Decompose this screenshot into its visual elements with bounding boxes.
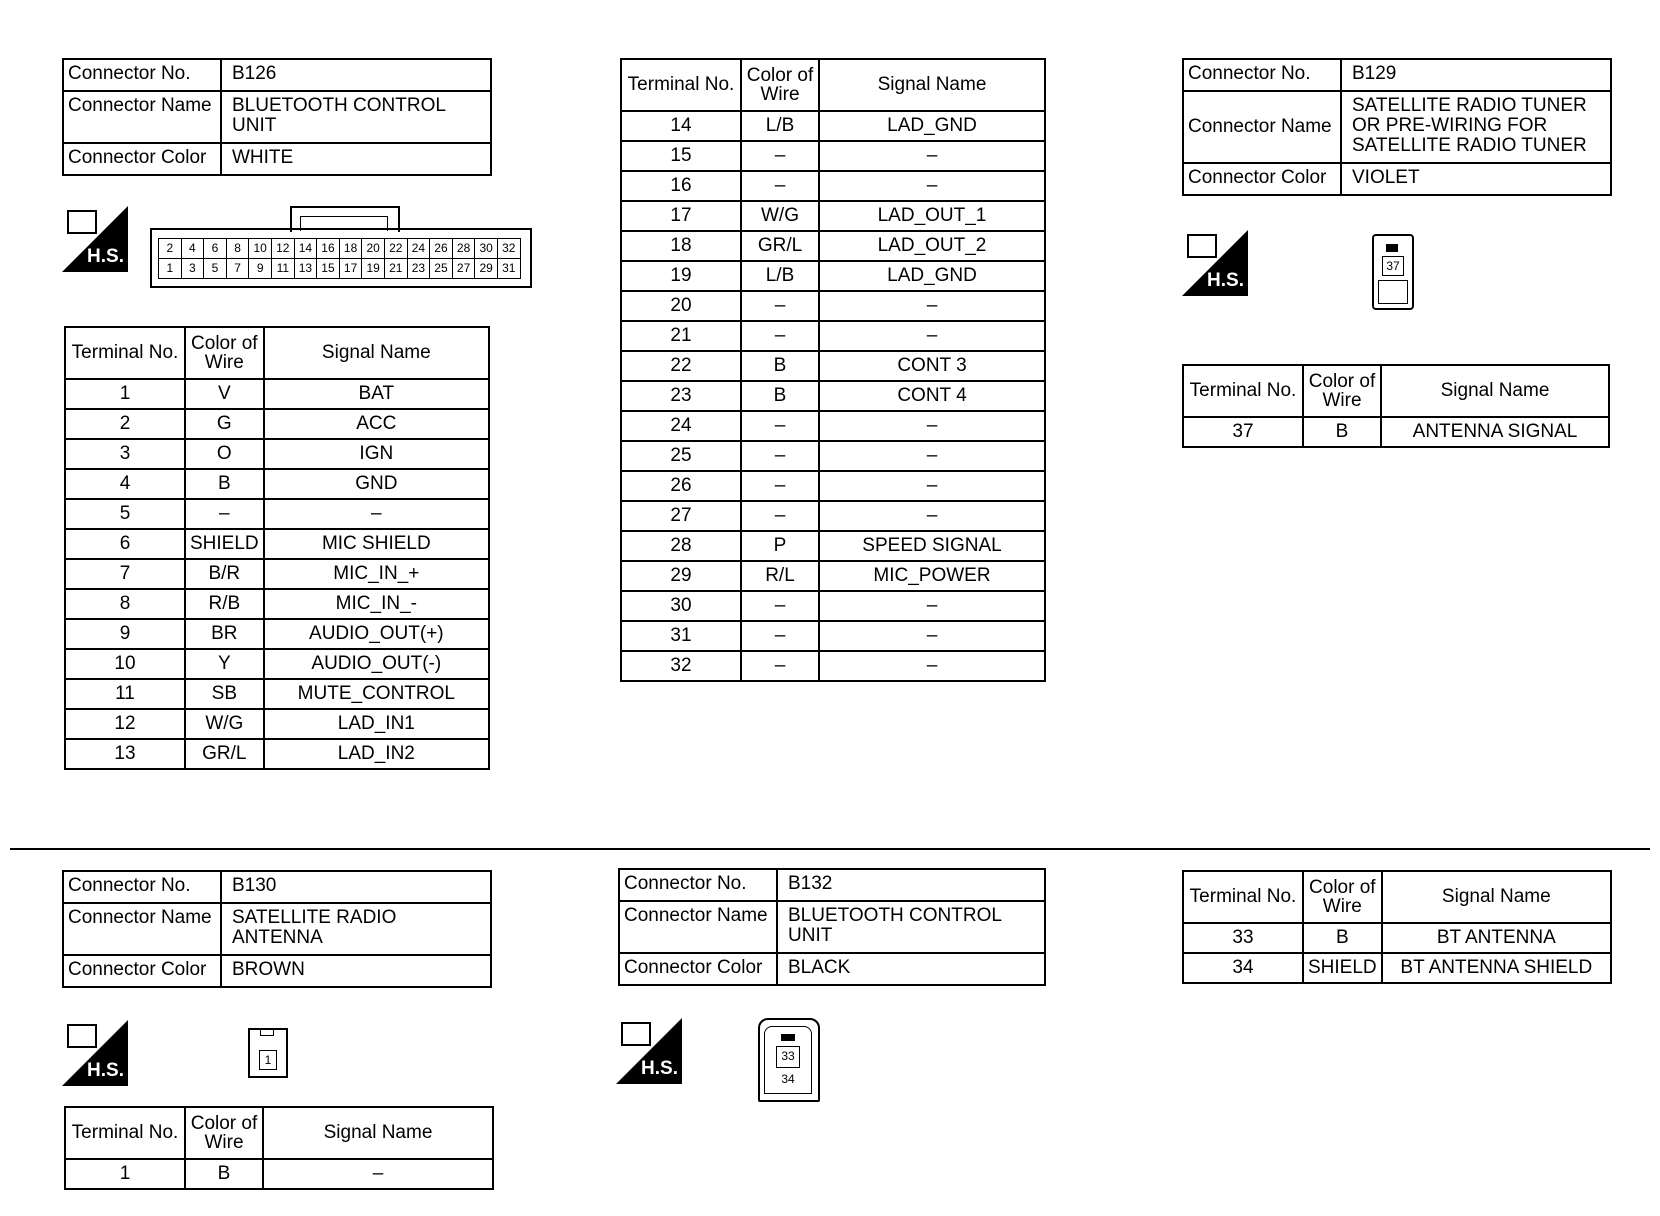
b126-terminal-table-2 xyxy=(620,58,1046,682)
table-row xyxy=(65,559,489,589)
wire-color-cell: B xyxy=(185,469,264,499)
connector-color-value: BLACK xyxy=(777,953,1045,985)
table-row xyxy=(621,171,1045,201)
b129-info-table xyxy=(1182,58,1612,196)
pin-17: 17 xyxy=(339,258,363,279)
terminal-cell: 3 xyxy=(65,439,185,469)
wire-color-cell: W/G xyxy=(185,709,264,739)
terminal-cell: 20 xyxy=(621,291,741,321)
terminal-cell: 32 xyxy=(621,651,741,681)
wire-color-cell: SB xyxy=(185,679,264,709)
color-of-wire-header: Color of Wire xyxy=(185,1107,263,1159)
table-row xyxy=(621,561,1045,591)
table-row xyxy=(621,141,1045,171)
table-row xyxy=(65,409,489,439)
terminal-cell: 29 xyxy=(621,561,741,591)
pin-4: 4 xyxy=(181,238,205,259)
pin-31: 31 xyxy=(497,258,521,279)
connector-no-value: B130 xyxy=(221,871,491,903)
signal-cell: AUDIO_OUT(+) xyxy=(264,619,489,649)
wire-color-cell: – xyxy=(741,291,819,321)
signal-cell: MUTE_CONTROL xyxy=(264,679,489,709)
terminal-cell: 7 xyxy=(65,559,185,589)
wire-color-cell: BR xyxy=(185,619,264,649)
connector-icon xyxy=(1187,234,1217,258)
table-row xyxy=(65,439,489,469)
table-row xyxy=(65,709,489,739)
table-row xyxy=(621,471,1045,501)
wire-color-cell: B xyxy=(1303,417,1381,447)
terminal-cell: 16 xyxy=(621,171,741,201)
terminal-cell: 2 xyxy=(65,409,185,439)
signal-cell: BT ANTENNA xyxy=(1382,923,1611,953)
signal-cell: MIC SHIELD xyxy=(264,529,489,559)
wire-color-cell: SHIELD xyxy=(1303,953,1382,983)
b129-connector-face xyxy=(1372,234,1414,310)
signal-cell: CONT 4 xyxy=(819,381,1045,411)
signal-cell: – xyxy=(819,441,1045,471)
signal-cell: – xyxy=(819,591,1045,621)
wire-color-cell: O xyxy=(185,439,264,469)
pin-7: 7 xyxy=(226,258,250,279)
table-row xyxy=(621,441,1045,471)
connector-name-value: SATELLITE RADIO TUNER OR PRE-WIRING FOR SATELLITE RADIO TUNER xyxy=(1341,91,1611,163)
terminal-cell: 30 xyxy=(621,591,741,621)
connector-color-value: BROWN xyxy=(221,955,491,987)
hs-label: H.S. xyxy=(87,246,124,267)
table-row xyxy=(621,381,1045,411)
table-row xyxy=(621,291,1045,321)
wire-color-cell: – xyxy=(741,501,819,531)
wire-color-cell: – xyxy=(741,141,819,171)
table-row xyxy=(1183,953,1611,983)
terminal-cell: 26 xyxy=(621,471,741,501)
pin-29: 29 xyxy=(474,258,498,279)
b129-terminal-table xyxy=(1182,364,1610,448)
pin-20: 20 xyxy=(361,238,385,259)
signal-cell: – xyxy=(819,321,1045,351)
table-row xyxy=(65,649,489,679)
connector-name-label: Connector Name xyxy=(1183,91,1341,163)
connector-color-value: VIOLET xyxy=(1341,163,1611,195)
table-row xyxy=(621,501,1045,531)
wire-color-cell: P xyxy=(741,531,819,561)
terminal-cell: 15 xyxy=(621,141,741,171)
signal-cell: – xyxy=(819,501,1045,531)
color-of-wire-header: Color of Wire xyxy=(185,327,264,379)
signal-cell: SPEED SIGNAL xyxy=(819,531,1045,561)
wire-color-cell: R/B xyxy=(185,589,264,619)
terminal-no-header: Terminal No. xyxy=(1183,871,1303,923)
harness-side-icon xyxy=(62,1020,128,1086)
table-row xyxy=(1183,923,1611,953)
signal-cell: IGN xyxy=(264,439,489,469)
signal-name-header: Signal Name xyxy=(263,1107,493,1159)
signal-name-header: Signal Name xyxy=(1381,365,1609,417)
harness-side-icon xyxy=(1182,230,1248,296)
signal-name-header: Signal Name xyxy=(264,327,489,379)
table-row xyxy=(621,321,1045,351)
pin-13: 13 xyxy=(294,258,318,279)
signal-name-header: Signal Name xyxy=(1382,871,1611,923)
signal-cell: LAD_OUT_2 xyxy=(819,231,1045,261)
signal-cell: – xyxy=(263,1159,493,1189)
table-row xyxy=(65,679,489,709)
pin-grid xyxy=(158,238,520,278)
connector-color-label: Connector Color xyxy=(1183,163,1341,195)
terminal-cell: 1 xyxy=(65,1159,185,1189)
b132-connector-face xyxy=(758,1018,820,1102)
pin-34: 34 xyxy=(781,1072,795,1086)
terminal-cell: 31 xyxy=(621,621,741,651)
wire-color-cell: W/G xyxy=(741,201,819,231)
signal-cell: LAD_IN2 xyxy=(264,739,489,769)
terminal-cell: 14 xyxy=(621,111,741,141)
section-divider xyxy=(10,848,1650,850)
terminal-no-header: Terminal No. xyxy=(1183,365,1303,417)
terminal-cell: 25 xyxy=(621,441,741,471)
signal-cell: LAD_OUT_1 xyxy=(819,201,1045,231)
signal-cell: ACC xyxy=(264,409,489,439)
signal-cell: MIC_IN_- xyxy=(264,589,489,619)
table-row xyxy=(65,1159,493,1189)
wire-color-cell: – xyxy=(741,411,819,441)
terminal-cell: 11 xyxy=(65,679,185,709)
b126-info-table xyxy=(62,58,492,176)
color-of-wire-header: Color of Wire xyxy=(741,59,819,111)
wire-color-cell: Y xyxy=(185,649,264,679)
terminal-cell: 34 xyxy=(1183,953,1303,983)
pin-32: 32 xyxy=(497,238,521,259)
b132-terminal-table xyxy=(1182,870,1612,984)
wire-color-cell: GR/L xyxy=(185,739,264,769)
terminal-cell: 4 xyxy=(65,469,185,499)
table-row xyxy=(621,231,1045,261)
table-row xyxy=(65,529,489,559)
b130-connector-face xyxy=(248,1028,288,1078)
pin-28: 28 xyxy=(452,238,476,259)
signal-cell: LAD_IN1 xyxy=(264,709,489,739)
signal-cell: BT ANTENNA SHIELD xyxy=(1382,953,1611,983)
pin-3: 3 xyxy=(181,258,205,279)
connector-color-label: Connector Color xyxy=(619,953,777,985)
b126-connector-face xyxy=(150,206,532,288)
signal-cell: – xyxy=(819,171,1045,201)
pin-15: 15 xyxy=(316,258,340,279)
wire-color-cell: B xyxy=(1303,923,1382,953)
connector-no-value: B132 xyxy=(777,869,1045,901)
pin-11: 11 xyxy=(271,258,295,279)
connector-no-label: Connector No. xyxy=(63,59,221,91)
signal-cell: MIC_POWER xyxy=(819,561,1045,591)
connector-color-label: Connector Color xyxy=(63,143,221,175)
table-row xyxy=(1183,417,1609,447)
signal-cell: – xyxy=(819,471,1045,501)
pin-8: 8 xyxy=(226,238,250,259)
table-row xyxy=(65,619,489,649)
connector-icon xyxy=(67,210,97,234)
signal-cell: GND xyxy=(264,469,489,499)
terminal-cell: 24 xyxy=(621,411,741,441)
terminal-cell: 37 xyxy=(1183,417,1303,447)
b132-info-table xyxy=(618,868,1046,986)
wire-color-cell: – xyxy=(741,321,819,351)
wire-color-cell: – xyxy=(741,621,819,651)
table-row xyxy=(621,591,1045,621)
wire-color-cell: B xyxy=(185,1159,263,1189)
table-row xyxy=(621,111,1045,141)
signal-cell: LAD_GND xyxy=(819,261,1045,291)
connector-name-value: BLUETOOTH CONTROL UNIT xyxy=(777,901,1045,953)
pin-24: 24 xyxy=(407,238,431,259)
wire-color-cell: GR/L xyxy=(741,231,819,261)
pin-37: 37 xyxy=(1382,256,1404,276)
terminal-cell: 23 xyxy=(621,381,741,411)
table-row xyxy=(65,499,489,529)
signal-name-header: Signal Name xyxy=(819,59,1045,111)
table-row xyxy=(621,261,1045,291)
b130-terminal-table xyxy=(64,1106,494,1190)
hs-label: H.S. xyxy=(1207,270,1244,291)
wire-color-cell: V xyxy=(185,379,264,409)
pin-6: 6 xyxy=(203,238,227,259)
wire-color-cell: SHIELD xyxy=(185,529,264,559)
wire-color-cell: G xyxy=(185,409,264,439)
connector-name-value: SATELLITE RADIO ANTENNA xyxy=(221,903,491,955)
terminal-cell: 13 xyxy=(65,739,185,769)
pin-18: 18 xyxy=(339,238,363,259)
pin-1: 1 xyxy=(158,258,182,279)
terminal-cell: 12 xyxy=(65,709,185,739)
connector-no-value: B129 xyxy=(1341,59,1611,91)
signal-cell: – xyxy=(819,651,1045,681)
terminal-cell: 27 xyxy=(621,501,741,531)
terminal-cell: 17 xyxy=(621,201,741,231)
pin-21: 21 xyxy=(384,258,408,279)
pin-1: 1 xyxy=(259,1050,277,1070)
connector-icon xyxy=(67,1024,97,1048)
table-row xyxy=(621,531,1045,561)
terminal-cell: 10 xyxy=(65,649,185,679)
table-row xyxy=(65,469,489,499)
connector-no-label: Connector No. xyxy=(619,869,777,901)
terminal-cell: 1 xyxy=(65,379,185,409)
b126-terminal-table xyxy=(64,326,490,770)
connector-icon xyxy=(621,1022,651,1046)
terminal-cell: 28 xyxy=(621,531,741,561)
signal-cell: – xyxy=(819,411,1045,441)
terminal-cell: 6 xyxy=(65,529,185,559)
pin-26: 26 xyxy=(429,238,453,259)
signal-cell: – xyxy=(819,621,1045,651)
pin-25: 25 xyxy=(429,258,453,279)
signal-cell: ANTENNA SIGNAL xyxy=(1381,417,1609,447)
signal-cell: BAT xyxy=(264,379,489,409)
harness-side-icon xyxy=(62,206,128,272)
hs-label: H.S. xyxy=(87,1060,124,1081)
connector-color-label: Connector Color xyxy=(63,955,221,987)
pin-19: 19 xyxy=(361,258,385,279)
pin-14: 14 xyxy=(294,238,318,259)
table-row xyxy=(621,651,1045,681)
terminal-cell: 18 xyxy=(621,231,741,261)
wire-color-cell: L/B xyxy=(741,261,819,291)
pin-16: 16 xyxy=(316,238,340,259)
color-of-wire-header: Color of Wire xyxy=(1303,871,1382,923)
table-row xyxy=(65,739,489,769)
connector-name-label: Connector Name xyxy=(63,91,221,143)
table-row xyxy=(621,351,1045,381)
pin-33: 33 xyxy=(776,1046,800,1068)
terminal-no-header: Terminal No. xyxy=(65,1107,185,1159)
table-row xyxy=(621,201,1045,231)
table-row xyxy=(65,589,489,619)
wire-color-cell: – xyxy=(741,471,819,501)
signal-cell: – xyxy=(264,499,489,529)
wire-color-cell: – xyxy=(741,651,819,681)
terminal-cell: 22 xyxy=(621,351,741,381)
signal-cell: – xyxy=(819,291,1045,321)
pin-2: 2 xyxy=(158,238,182,259)
connector-no-label: Connector No. xyxy=(63,871,221,903)
terminal-no-header: Terminal No. xyxy=(65,327,185,379)
terminal-cell: 9 xyxy=(65,619,185,649)
signal-cell: CONT 3 xyxy=(819,351,1045,381)
pin-12: 12 xyxy=(271,238,295,259)
wire-color-cell: R/L xyxy=(741,561,819,591)
connector-color-value: WHITE xyxy=(221,143,491,175)
pin-22: 22 xyxy=(384,238,408,259)
b130-info-table xyxy=(62,870,492,988)
wire-color-cell: – xyxy=(185,499,264,529)
wire-color-cell: B xyxy=(741,381,819,411)
wire-color-cell: B/R xyxy=(185,559,264,589)
table-row xyxy=(65,379,489,409)
terminal-cell: 19 xyxy=(621,261,741,291)
pin-30: 30 xyxy=(474,238,498,259)
wire-color-cell: – xyxy=(741,591,819,621)
pin-10: 10 xyxy=(248,238,272,259)
terminal-no-header: Terminal No. xyxy=(621,59,741,111)
pin-27: 27 xyxy=(452,258,476,279)
pin-5: 5 xyxy=(203,258,227,279)
pin-9: 9 xyxy=(248,258,272,279)
terminal-cell: 21 xyxy=(621,321,741,351)
connector-no-value: B126 xyxy=(221,59,491,91)
table-row xyxy=(621,411,1045,441)
signal-cell: LAD_GND xyxy=(819,111,1045,141)
harness-side-icon xyxy=(616,1018,682,1084)
connector-name-label: Connector Name xyxy=(63,903,221,955)
terminal-cell: 5 xyxy=(65,499,185,529)
connector-name-label: Connector Name xyxy=(619,901,777,953)
terminal-cell: 33 xyxy=(1183,923,1303,953)
wire-color-cell: – xyxy=(741,441,819,471)
connector-no-label: Connector No. xyxy=(1183,59,1341,91)
signal-cell: AUDIO_OUT(-) xyxy=(264,649,489,679)
terminal-cell: 8 xyxy=(65,589,185,619)
table-row xyxy=(621,621,1045,651)
wire-color-cell: L/B xyxy=(741,111,819,141)
connector-name-value: BLUETOOTH CONTROL UNIT xyxy=(221,91,491,143)
signal-cell: MIC_IN_+ xyxy=(264,559,489,589)
wire-color-cell: – xyxy=(741,171,819,201)
pin-23: 23 xyxy=(407,258,431,279)
wire-color-cell: B xyxy=(741,351,819,381)
signal-cell: – xyxy=(819,141,1045,171)
color-of-wire-header: Color of Wire xyxy=(1303,365,1381,417)
hs-label: H.S. xyxy=(641,1058,678,1079)
